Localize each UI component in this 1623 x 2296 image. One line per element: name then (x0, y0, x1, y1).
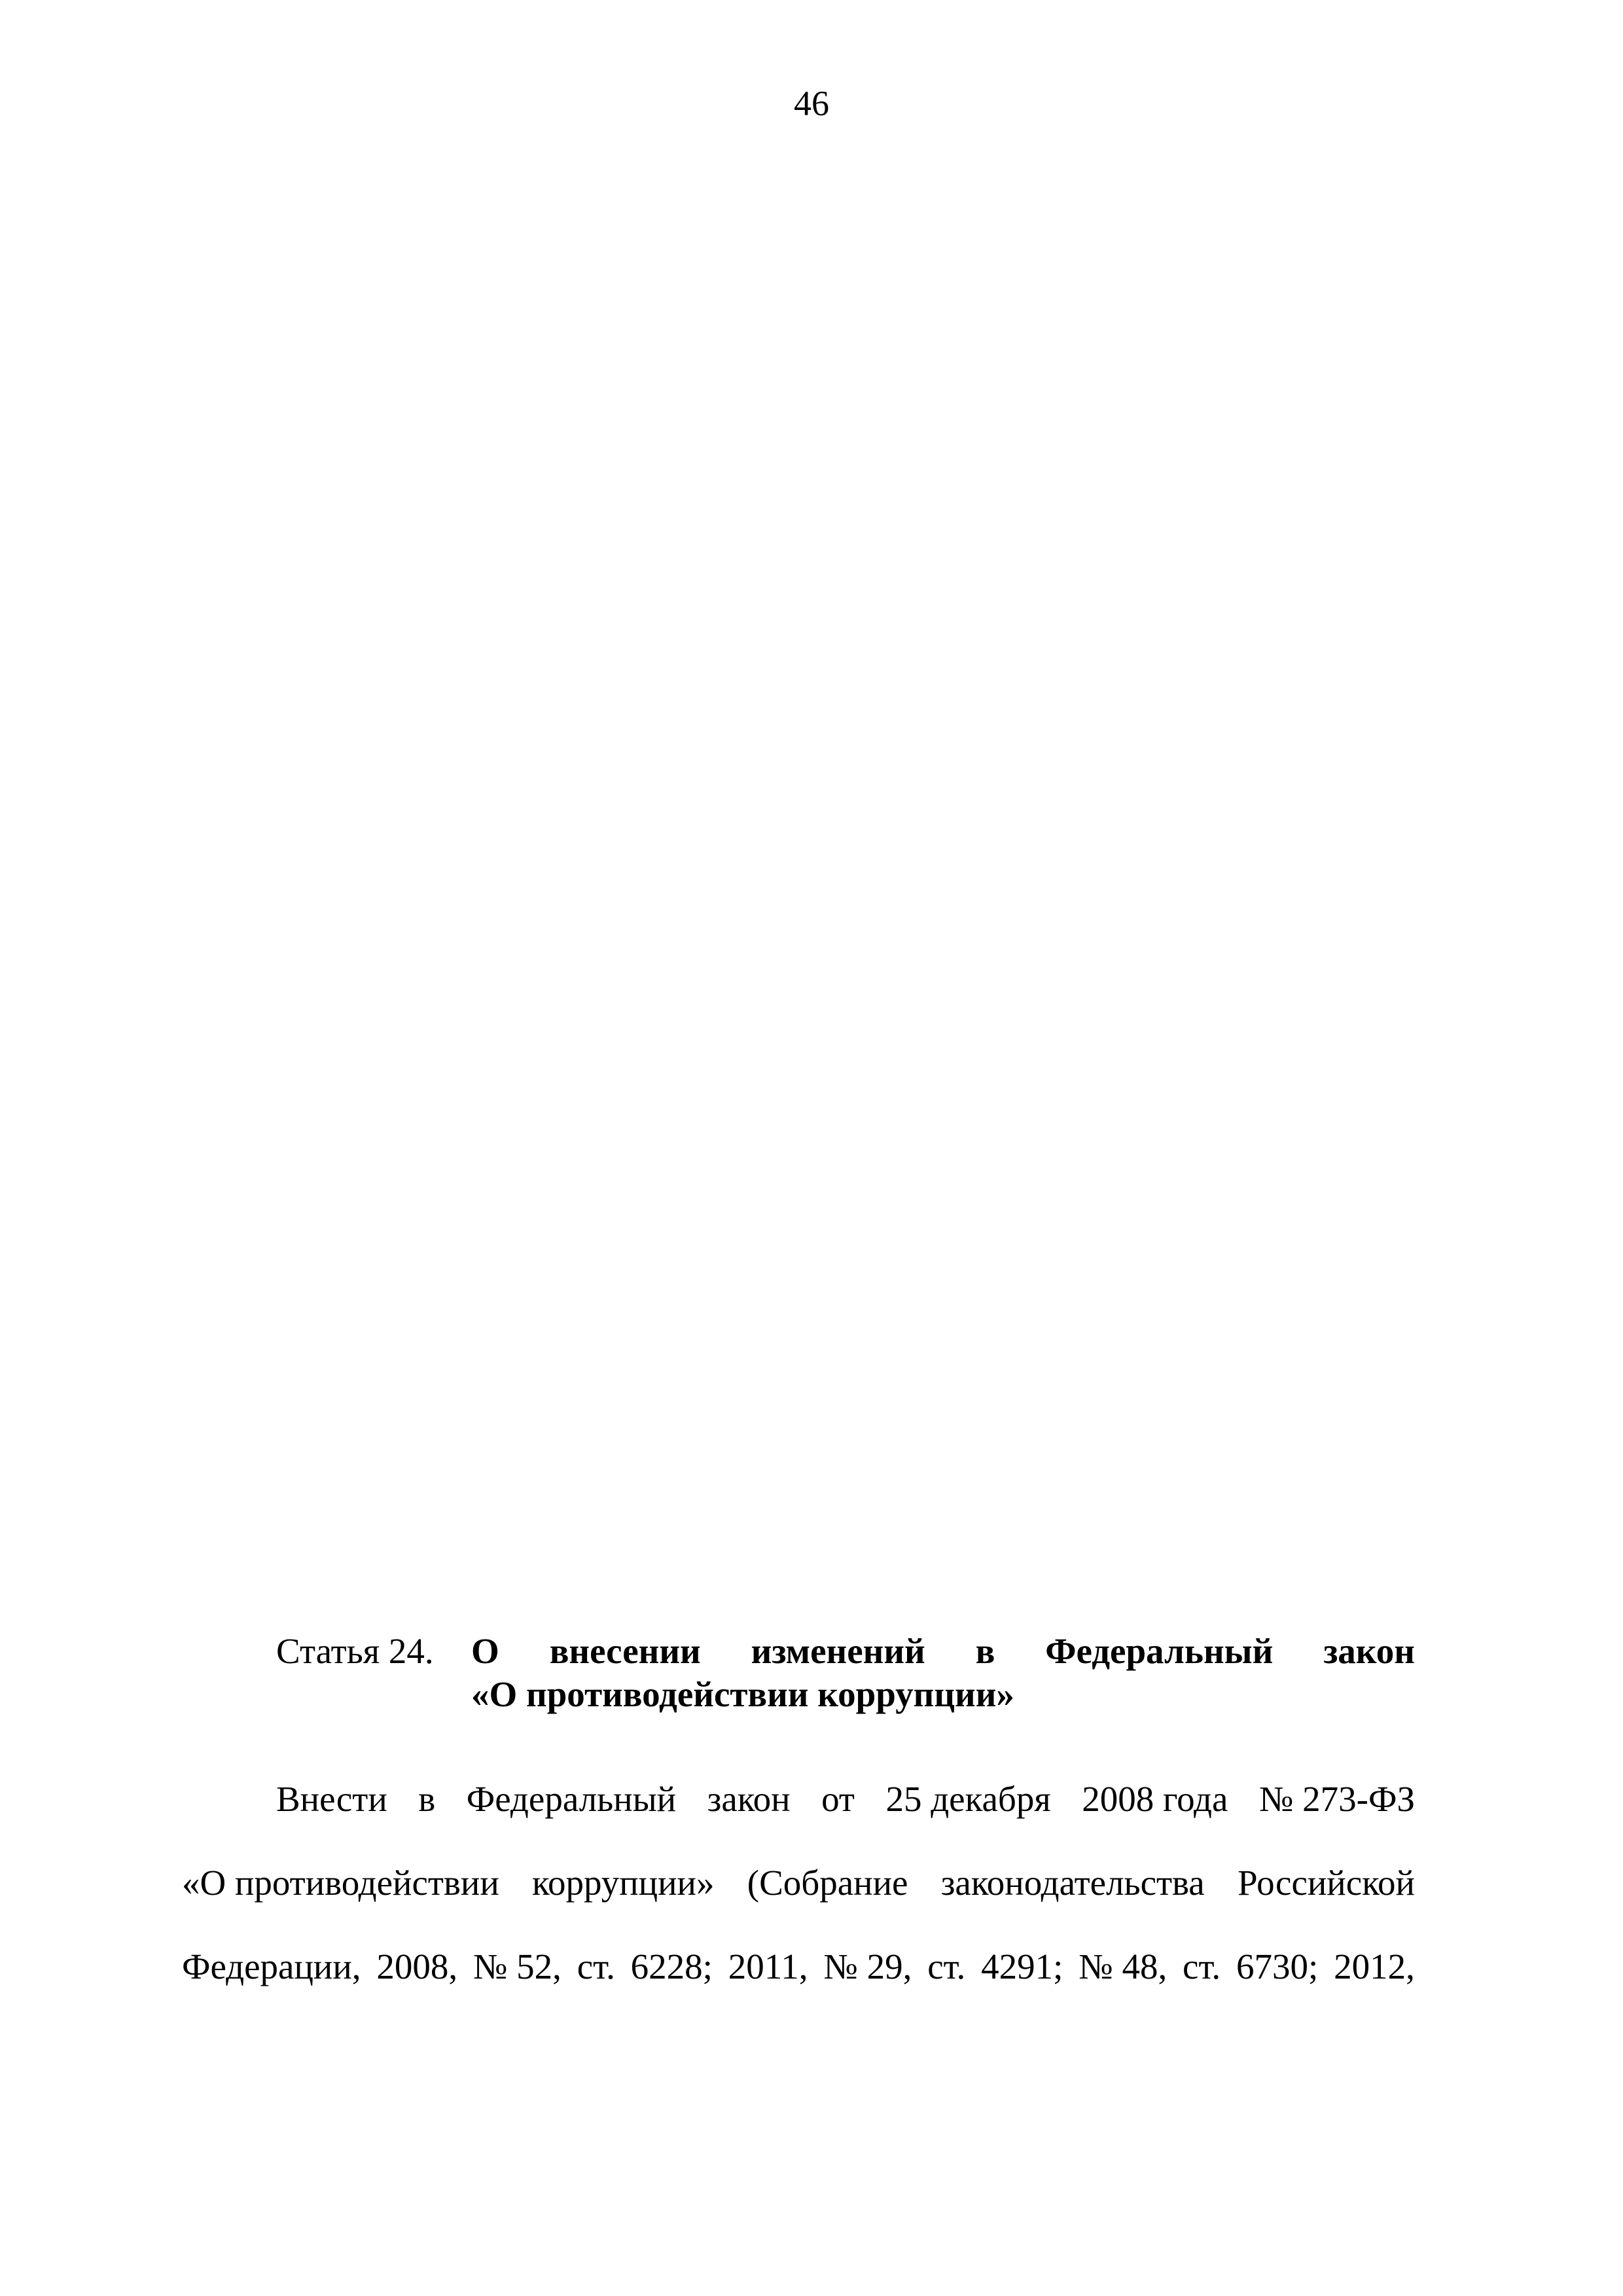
body-word: 4291; (981, 1946, 1063, 1986)
title-word: в (975, 1631, 995, 1671)
body-word: 2012, (1334, 1946, 1415, 1986)
body-line-1 (182, 1757, 1415, 1841)
body-word: законодательства (940, 1863, 1205, 1903)
body-word: ст. (927, 1946, 966, 1986)
title-word: Федеральный (1045, 1631, 1274, 1671)
body-word: 6228; (630, 1946, 713, 1986)
body-word: Внести (276, 1779, 387, 1819)
body-word: № 273-ФЗ (1258, 1779, 1415, 1819)
body-word: закон (707, 1779, 791, 1819)
title-word: О (471, 1631, 499, 1671)
article-heading (276, 1630, 1415, 1716)
article-body (182, 1757, 1415, 2009)
body-word: № 48, (1079, 1946, 1168, 1986)
body-word: 2011, (728, 1946, 808, 1986)
article-label: Статья 24. (276, 1631, 434, 1671)
body-word: ст. (577, 1946, 615, 1986)
body-word: 2008, (376, 1946, 458, 1986)
body-word: № 52, (473, 1946, 562, 1986)
body-word: 6730; (1236, 1946, 1319, 1986)
body-word: Российской (1237, 1863, 1415, 1903)
body-line-3 (182, 1925, 1415, 2009)
article-title (471, 1630, 1415, 1716)
body-word: Федерации, (182, 1946, 361, 1986)
article-title-line-1 (471, 1630, 1415, 1673)
title-word: закон (1323, 1631, 1415, 1671)
body-word: в (418, 1779, 436, 1819)
title-word: внесении (549, 1631, 701, 1671)
body-word: 2008 года (1082, 1779, 1228, 1819)
body-word: «О противодействии (182, 1863, 499, 1903)
page-number: 46 (794, 84, 829, 123)
body-word: 25 декабря (885, 1779, 1051, 1819)
body-word: от (821, 1779, 855, 1819)
article-title-line-2: «О противодействии коррупции» (471, 1674, 1014, 1714)
title-word: изменений (751, 1631, 925, 1671)
body-word: ст. (1183, 1946, 1221, 1986)
body-word: (Собрание (747, 1863, 908, 1903)
body-line-2 (182, 1841, 1415, 1925)
body-word: коррупции» (532, 1863, 715, 1903)
body-word: № 29, (823, 1946, 912, 1986)
body-word: Федеральный (466, 1779, 677, 1819)
